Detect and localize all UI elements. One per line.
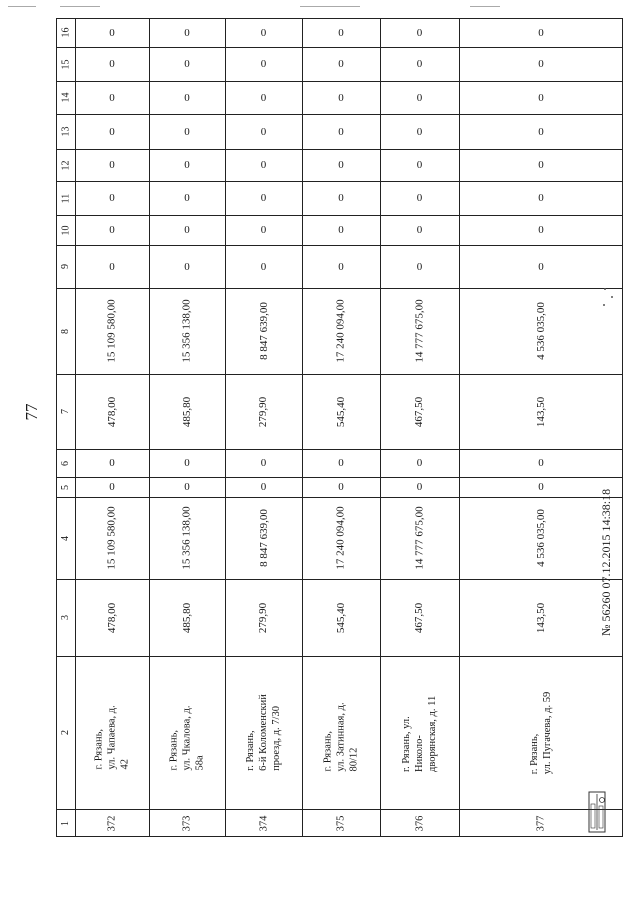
stamp-seal-icon	[586, 790, 608, 834]
zero-cell	[302, 114, 380, 149]
cell-value: 279,90	[257, 396, 270, 427]
column-number-1	[56, 809, 75, 837]
zero-cell	[75, 149, 149, 181]
value-cell-col-5	[75, 477, 149, 497]
address-line: г. Рязань, ул. Николо-	[401, 716, 425, 772]
cell-value: 0	[416, 457, 423, 469]
cell-value: 8 847 639,00	[257, 509, 270, 567]
cell-value: 0	[538, 260, 544, 273]
cell-value: 0	[538, 26, 544, 39]
column-number-10	[56, 215, 75, 245]
row-id: 373	[181, 815, 193, 831]
cell-value: 0	[538, 224, 544, 236]
value-cell-col-6	[302, 449, 380, 477]
cell-value: 0	[416, 26, 423, 39]
column-number-label: 3	[60, 615, 71, 620]
cell-value: 0	[109, 224, 115, 236]
cell-value: 0	[338, 260, 344, 273]
zero-cell	[225, 18, 302, 47]
cell-value: 0	[538, 58, 544, 70]
zero-cell	[380, 215, 459, 245]
column-number-label: 14	[60, 92, 71, 103]
cell-value: 0	[260, 192, 267, 204]
cell-value: 15 109 580,00	[106, 506, 118, 570]
column-number-11	[56, 181, 75, 215]
value-cell-col-7	[225, 374, 302, 449]
cell-value: 0	[109, 58, 115, 70]
row-id-cell	[225, 809, 302, 837]
address-text	[244, 694, 283, 771]
zero-cell	[75, 114, 149, 149]
zero-cell	[149, 114, 225, 149]
cell-value: 0	[538, 159, 544, 171]
zero-cell	[302, 47, 380, 81]
address-text	[168, 695, 207, 771]
zero-cell	[75, 81, 149, 114]
page-number: 77	[22, 403, 41, 421]
zero-cell	[459, 81, 623, 114]
cell-value: 0	[109, 26, 115, 39]
address-line: г. Рязань,	[93, 729, 105, 770]
cell-value: 0	[416, 192, 423, 204]
cell-value: 17 240 094,00	[335, 506, 347, 570]
cell-value: 485,80	[181, 602, 193, 633]
column-number-label: 11	[59, 193, 71, 203]
address-cell	[459, 656, 623, 809]
cell-value: 0	[538, 125, 544, 138]
registration-stamp: № 56260 07.12.2015 14:38:18	[598, 488, 613, 636]
value-cell-col-7	[302, 374, 380, 449]
cell-value: 0	[184, 26, 190, 39]
column-number-9	[56, 245, 75, 288]
value-cell-col-8	[380, 288, 459, 374]
address-line: ул. Чапаева, д. 42	[106, 705, 131, 770]
address-line: ул. Пугачева, д. 59	[541, 691, 553, 774]
column-number-label: 6	[60, 460, 71, 466]
cell-value: 15 109 580,00	[106, 299, 118, 363]
column-number-label: 13	[60, 126, 71, 137]
address-line: г. Рязань,	[168, 730, 180, 771]
zero-cell	[75, 245, 149, 288]
row-id: 374	[258, 815, 269, 831]
cell-value: 0	[184, 192, 190, 204]
cell-value: 4 536 035,00	[535, 509, 547, 567]
cell-value: 0	[338, 125, 344, 138]
value-cell-col-7	[149, 374, 225, 449]
address-line: ул. Затинная, д. 80/12	[335, 702, 360, 772]
column-number-label: 9	[60, 264, 71, 269]
scan-speck	[603, 304, 605, 306]
cell-value: 4 536 035,00	[535, 302, 547, 360]
value-cell-col-3	[149, 579, 225, 656]
cell-value: 0	[109, 481, 115, 493]
value-cell-col-8	[459, 288, 623, 374]
cell-value: 0	[109, 91, 115, 104]
cell-value: 0	[184, 91, 190, 104]
value-cell-col-6	[149, 449, 225, 477]
zero-cell	[459, 149, 623, 181]
address-cell	[380, 656, 459, 809]
cell-value: 0	[538, 481, 544, 493]
data-table	[56, 18, 623, 837]
zero-cell	[149, 215, 225, 245]
address-line: г. Рязань,	[322, 731, 334, 772]
column-number-label: 12	[60, 160, 71, 170]
value-cell-col-5	[380, 477, 459, 497]
value-cell-col-5	[302, 477, 380, 497]
column-number-4	[56, 497, 75, 579]
value-cell-col-5	[225, 477, 302, 497]
cell-value: 14 777 675,00	[413, 299, 426, 363]
zero-cell	[225, 114, 302, 149]
cell-value: 0	[260, 91, 267, 104]
cell-value: 467,50	[413, 396, 426, 427]
address-cell	[149, 656, 225, 809]
cell-value: 478,00	[106, 602, 118, 633]
zero-cell	[302, 81, 380, 114]
cell-value: 0	[538, 91, 544, 104]
address-text	[322, 694, 361, 772]
zero-cell	[302, 18, 380, 47]
cell-value: 15 356 138,00	[181, 299, 193, 363]
column-number-label: 16	[60, 27, 71, 38]
cell-value: 485,80	[181, 396, 193, 427]
address-cell	[75, 656, 149, 809]
cell-value: 17 240 094,00	[335, 299, 347, 363]
zero-cell	[459, 181, 623, 215]
cell-value: 0	[109, 192, 115, 204]
zero-cell	[75, 47, 149, 81]
column-number-5	[56, 477, 75, 497]
value-cell-col-5	[149, 477, 225, 497]
zero-cell	[225, 181, 302, 215]
address-line: проезд, д. 7/30	[270, 706, 282, 771]
column-number-label: 7	[60, 409, 71, 414]
zero-cell	[149, 149, 225, 181]
row-id-cell	[75, 809, 149, 837]
scan-dash	[300, 6, 360, 7]
zero-cell	[149, 18, 225, 47]
column-number-2	[56, 656, 75, 809]
zero-cell	[459, 245, 623, 288]
column-number-label: 4	[60, 535, 71, 541]
cell-value: 0	[416, 91, 423, 104]
cell-value: 0	[184, 457, 190, 469]
value-cell-col-3	[302, 579, 380, 656]
column-number-label: 5	[60, 484, 71, 490]
cell-value: 0	[338, 58, 344, 70]
cell-value: 0	[260, 481, 267, 493]
cell-value: 143,50	[535, 602, 547, 633]
cell-value: 0	[260, 159, 267, 171]
value-cell-col-3	[225, 579, 302, 656]
column-number-14	[56, 81, 75, 114]
cell-value: 0	[260, 224, 267, 236]
zero-cell	[459, 47, 623, 81]
cell-value: 0	[338, 91, 344, 104]
row-id-cell	[149, 809, 225, 837]
row-id: 376	[414, 815, 425, 831]
zero-cell	[459, 114, 623, 149]
zero-cell	[149, 47, 225, 81]
zero-cell	[380, 114, 459, 149]
value-cell-col-8	[149, 288, 225, 374]
value-cell-col-8	[75, 288, 149, 374]
zero-cell	[380, 81, 459, 114]
cell-value: 0	[338, 192, 344, 204]
cell-value: 0	[338, 224, 344, 236]
value-cell-col-6	[225, 449, 302, 477]
address-cell	[302, 656, 380, 809]
address-text	[93, 696, 132, 770]
value-cell-col-7	[75, 374, 149, 449]
scan-dash	[470, 6, 500, 7]
cell-value: 0	[416, 58, 423, 70]
address-line: г. Рязань,	[528, 733, 540, 774]
address-line: дворянская, д. 11	[427, 695, 438, 772]
address-line: ул. Чкалова, д. 58а	[181, 705, 206, 771]
cell-value: 15 356 138,00	[181, 506, 193, 570]
cell-value: 0	[184, 224, 190, 236]
cell-value: 0	[260, 26, 267, 39]
value-cell-col-4	[149, 497, 225, 579]
value-cell-col-4	[75, 497, 149, 579]
column-number-16	[56, 18, 75, 47]
column-number-15	[56, 47, 75, 81]
zero-cell	[302, 215, 380, 245]
cell-value: 0	[184, 125, 190, 138]
row-id: 372	[106, 815, 118, 831]
cell-value: 0	[109, 159, 115, 171]
cell-value: 0	[416, 125, 423, 138]
zero-cell	[149, 81, 225, 114]
zero-cell	[302, 245, 380, 288]
column-number-label: 15	[60, 59, 71, 69]
zero-cell	[75, 181, 149, 215]
zero-cell	[149, 245, 225, 288]
column-number-8	[56, 288, 75, 374]
zero-cell	[302, 181, 380, 215]
cell-value: 467,50	[413, 602, 426, 633]
cell-value: 0	[338, 26, 344, 39]
value-cell-col-3	[75, 579, 149, 656]
cell-value: 0	[109, 125, 115, 138]
row-id-cell	[302, 809, 380, 837]
cell-value: 14 777 675,00	[413, 506, 426, 570]
cell-value: 0	[338, 159, 344, 171]
address-cell	[225, 656, 302, 809]
cell-value: 0	[260, 58, 267, 70]
cell-value: 478,00	[106, 396, 118, 427]
zero-cell	[225, 245, 302, 288]
value-cell-col-8	[225, 288, 302, 374]
value-cell-col-7	[459, 374, 623, 449]
cell-value: 0	[260, 260, 267, 273]
cell-value: 0	[260, 125, 267, 138]
cell-value: 545,40	[335, 396, 347, 427]
cell-value: 0	[109, 457, 115, 469]
zero-cell	[459, 18, 623, 47]
scan-dash	[8, 6, 36, 7]
cell-value: 545,40	[335, 602, 347, 633]
zero-cell	[380, 149, 459, 181]
scan-dash	[60, 6, 100, 7]
address-line: 6-й Коломенский	[257, 694, 269, 771]
cell-value: 0	[338, 481, 344, 493]
column-number-label: 2	[60, 730, 71, 735]
cell-value: 0	[416, 481, 423, 493]
address-text	[528, 691, 554, 773]
cell-value: 0	[184, 58, 190, 70]
cell-value: 8 847 639,00	[257, 302, 270, 360]
value-cell-col-6	[75, 449, 149, 477]
cell-value: 0	[184, 159, 190, 171]
column-number-12	[56, 149, 75, 181]
zero-cell	[380, 18, 459, 47]
column-number-3	[56, 579, 75, 656]
address-text	[400, 693, 439, 772]
zero-cell	[225, 215, 302, 245]
column-number-7	[56, 374, 75, 449]
cell-value: 0	[416, 260, 423, 273]
zero-cell	[225, 149, 302, 181]
cell-value: 143,50	[535, 396, 547, 427]
zero-cell	[380, 181, 459, 215]
zero-cell	[225, 81, 302, 114]
row-id: 375	[335, 815, 347, 831]
column-number-label: 1	[60, 820, 71, 826]
value-cell-col-4	[302, 497, 380, 579]
value-cell-col-4	[225, 497, 302, 579]
row-id-cell	[380, 809, 459, 837]
cell-value: 0	[184, 260, 190, 273]
cell-value: 0	[416, 159, 423, 171]
cell-value: 0	[538, 192, 544, 204]
zero-cell	[149, 181, 225, 215]
cell-value: 0	[416, 224, 423, 236]
zero-cell	[225, 47, 302, 81]
value-cell-col-8	[302, 288, 380, 374]
cell-value: 0	[538, 457, 544, 469]
value-cell-col-7	[380, 374, 459, 449]
column-number-label: 10	[60, 225, 71, 235]
cell-value: 0	[109, 260, 115, 273]
value-cell-col-6	[380, 449, 459, 477]
row-id: 377	[535, 815, 547, 831]
zero-cell	[459, 215, 623, 245]
scan-speck	[611, 296, 613, 298]
zero-cell	[75, 18, 149, 47]
zero-cell	[75, 215, 149, 245]
zero-cell	[380, 245, 459, 288]
cell-value: 0	[184, 481, 190, 493]
column-number-6	[56, 449, 75, 477]
cell-value: 0	[260, 457, 267, 469]
cell-value: 0	[338, 457, 344, 469]
value-cell-col-3	[380, 579, 459, 656]
column-number-13	[56, 114, 75, 149]
scan-speck	[604, 288, 606, 290]
cell-value: 279,90	[257, 602, 270, 633]
zero-cell	[380, 47, 459, 81]
value-cell-col-4	[380, 497, 459, 579]
address-line: г. Рязань,	[244, 730, 256, 771]
column-number-label: 8	[60, 328, 71, 334]
zero-cell	[302, 149, 380, 181]
